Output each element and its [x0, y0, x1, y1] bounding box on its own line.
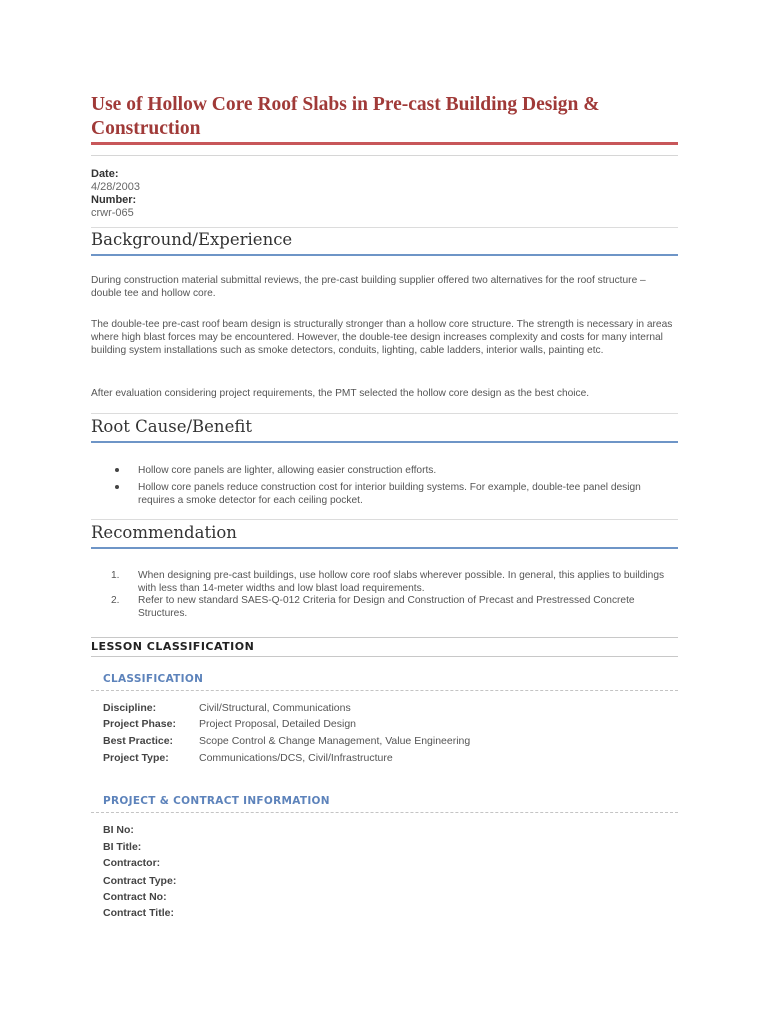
title-divider	[91, 142, 678, 145]
bullet-icon	[115, 485, 119, 489]
recommendation-top-divider	[91, 519, 678, 520]
project-phase-label: Project Phase:	[103, 718, 176, 730]
project-phase-value: Project Proposal, Detailed Design	[199, 718, 356, 730]
contract-type-label: Contract Type:	[103, 875, 177, 887]
bi-title-label: BI Title:	[103, 841, 142, 853]
best-practice-value: Scope Control & Change Management, Value Engineering	[199, 735, 471, 747]
date-value: 4/28/2003	[91, 181, 140, 193]
discipline-label: Discipline:	[103, 702, 157, 714]
recommendation-heading: Recommendation	[91, 523, 237, 542]
list-item-text: When designing pre-cast buildings, use hollow core roof slabs wherever possible. In general, this applies to buildings with less than 14-meter widths and low blast load requirements.	[138, 570, 665, 594]
background-paragraph: During construction material submittal reviews, the pre-cast building supplier offered two alternatives for the roof structure – double tee and hollow core.	[91, 275, 646, 299]
root-cause-heading: Root Cause/Benefit	[91, 417, 252, 436]
classification-heading: CLASSIFICATION	[103, 673, 204, 685]
root-cause-top-divider	[91, 413, 678, 414]
lesson-classification-heading: LESSON CLASSIFICATION	[91, 640, 255, 653]
document-title: Use of Hollow Core Roof Slabs in Pre-cast Building Design & Construction	[91, 94, 600, 139]
contract-info-divider	[91, 812, 678, 813]
lesson-divider	[91, 656, 678, 657]
background-paragraph: After evaluation considering project requirements, the PMT selected the hollow core design as the best choice.	[91, 388, 590, 399]
contractor-label: Contractor:	[103, 857, 161, 869]
background-divider	[91, 254, 678, 256]
classification-divider	[91, 690, 678, 691]
number-value: crwr-065	[91, 207, 134, 219]
number-label: Number:	[91, 194, 137, 206]
project-type-label: Project Type:	[103, 752, 169, 764]
meta-divider	[91, 155, 678, 156]
contract-info-heading: PROJECT & CONTRACT INFORMATION	[103, 795, 330, 807]
date-label: Date:	[91, 168, 119, 180]
contract-no-label: Contract No:	[103, 891, 167, 903]
list-number: 2.	[111, 595, 120, 606]
discipline-value: Civil/Structural, Communications	[199, 702, 351, 714]
list-item-text: Hollow core panels are lighter, allowing easier construction efforts.	[138, 465, 437, 476]
list-item-text: Refer to new standard SAES-Q-012 Criteria for Design and Construction of Precast and Prestressed Concrete Structures.	[138, 595, 635, 619]
background-top-divider	[91, 227, 678, 228]
project-type-value: Communications/DCS, Civil/Infrastructure	[199, 752, 393, 764]
background-heading: Background/Experience	[91, 230, 293, 249]
bullet-icon	[115, 468, 119, 472]
lesson-top-divider	[91, 637, 678, 638]
list-number: 1.	[111, 570, 120, 581]
list-item-text: Hollow core panels reduce construction cost for interior building systems. For example, double-tee panel design requires a smoke detector for each ceiling pocket.	[138, 482, 641, 506]
contract-title-label: Contract Title:	[103, 907, 174, 919]
recommendation-divider	[91, 547, 678, 549]
best-practice-label: Best Practice:	[103, 735, 174, 747]
root-cause-divider	[91, 441, 678, 443]
background-paragraph: The double-tee pre-cast roof beam design is structurally stronger than a hollow core structure. The strength is necessary in areas where high blast forces may be encountered. However, the double-tee design increases complexity and costs for many internal building system installations such as smoke detectors, conduits, lighting, cable ladders, interior walls, painting etc.	[91, 319, 673, 356]
bi-no-label: BI No:	[103, 824, 134, 836]
